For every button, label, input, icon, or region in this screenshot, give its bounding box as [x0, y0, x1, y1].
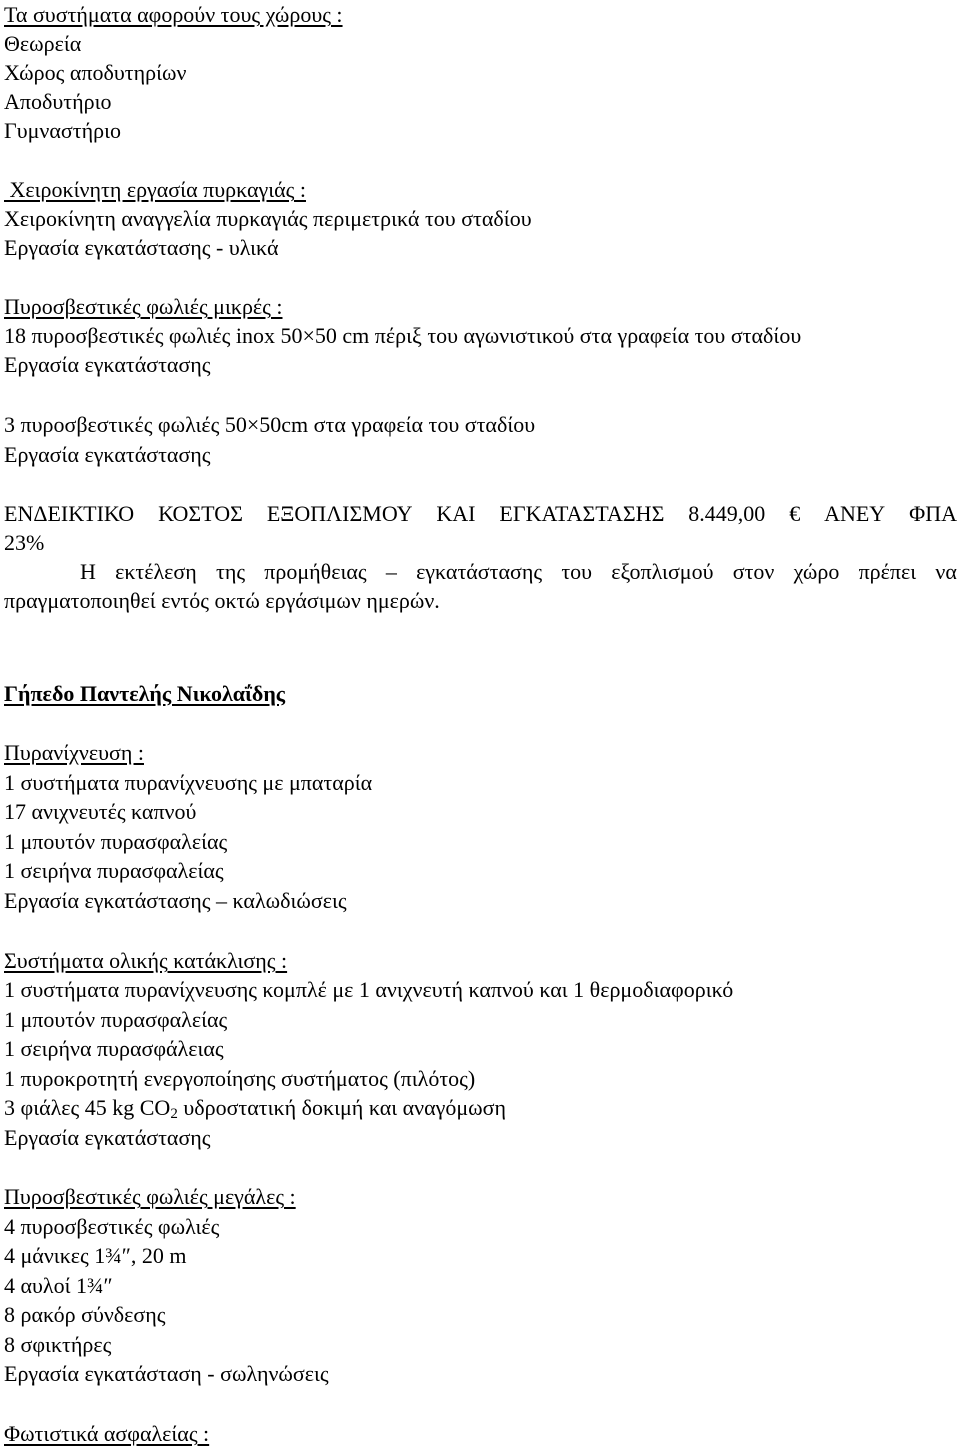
fire-detection-item: 1 συστήματα πυρανίχνευσης με μπαταρία: [4, 770, 373, 795]
small-hose-work: Εργασία εγκατάστασης: [4, 352, 211, 377]
large-hose-item: 4 πυροσβεστικές φωλιές: [4, 1214, 220, 1239]
manual-fire-item: Εργασία εγκατάστασης - υλικά: [4, 235, 279, 260]
cost-word: ΑΝΕΥ: [824, 501, 886, 526]
safety-lights-heading: Φωτιστικά ασφαλείας :: [4, 1421, 210, 1446]
cost-word: ΕΓΚΑΤΑΣΤΑΣΗΣ: [499, 501, 665, 526]
spaces-heading: Τα συστήματα αφορούν τους χώρους :: [4, 2, 343, 27]
fire-detection-item: 17 ανιχνευτές καπνού: [4, 799, 197, 824]
small-hose-item: 3 πυροσβεστικές φωλιές 50×50cm στα γραφεία του σταδίου: [4, 412, 536, 437]
co2-cylinders-item: [4, 1095, 506, 1127]
note-word: εκτέλεση: [115, 559, 197, 584]
co2-subscript: 2: [170, 1106, 178, 1122]
large-hose-item: Εργασία εγκατάσταση - σωληνώσεις: [4, 1361, 329, 1386]
fire-detection-item: 1 σειρήνα πυρασφαλείας: [4, 858, 224, 883]
large-hose-item: 8 ρακόρ σύνδεσης: [4, 1302, 166, 1327]
note-word: Η: [80, 559, 96, 584]
cost-word: ΕΞΟΠΛΙΣΜΟΥ: [266, 501, 413, 526]
cost-word: ΚΑΙ: [436, 501, 476, 526]
flooding-item: 1 πυροκροτητή ενεργοποίησης συστήματος (πιλότος): [4, 1066, 476, 1091]
space-item: Γυμναστήριο: [4, 118, 121, 143]
stadium-title: Γήπεδο Παντελής Νικολαΐδης: [4, 681, 286, 706]
cost-word: ΦΠΑ: [909, 501, 957, 526]
manual-fire-heading: Χειροκίνητη εργασία πυρκαγιάς :: [4, 177, 306, 202]
note-word: στον: [732, 559, 775, 584]
flooding-item: 1 μπουτόν πυρασφαλείας: [4, 1007, 228, 1032]
note-word: εξοπλισμού: [611, 559, 714, 584]
delivery-note-line1: [80, 559, 957, 585]
large-hose-item: 8 σφικτήρες: [4, 1332, 112, 1357]
cost-word: ΕΝΔΕΙΚΤΙΚΟ: [4, 501, 135, 526]
space-item: Θεωρεία: [4, 31, 82, 56]
flooding-item: 1 συστήματα πυρανίχνευσης κομπλέ με 1 ανιχνευτή καπνού και 1 θερμοδιαφορικό: [4, 977, 734, 1002]
cost-line: [4, 501, 957, 527]
euro-sign: €: [789, 501, 801, 526]
flooding-heading: Συστήματα ολικής κατάκλισης :: [4, 948, 288, 973]
delivery-note-line2: πραγματοποιηθεί εντός οκτώ εργάσιμων ημερών.: [4, 588, 440, 613]
note-word: να: [935, 559, 957, 584]
manual-fire-item: Χειροκίνητη αναγγελία πυρκαγιάς περιμετρικά του σταδίου: [4, 206, 532, 231]
note-word: πρέπει: [858, 559, 917, 584]
fire-detection-item: 1 μπουτόν πυρασφαλείας: [4, 829, 228, 854]
note-word: εγκατάστασης: [416, 559, 543, 584]
note-word: –: [385, 559, 397, 584]
note-word: χώρο: [793, 559, 840, 584]
fire-detection-heading: Πυρανίχνευση :: [4, 740, 144, 765]
vat-rate: 23%: [4, 530, 45, 555]
note-word: του: [561, 559, 593, 584]
fire-detection-item: Εργασία εγκατάστασης – καλωδιώσεις: [4, 888, 347, 913]
flooding-item: 1 σειρήνα πυρασφάλειας: [4, 1036, 224, 1061]
small-hose-heading: Πυροσβεστικές φωλιές μικρές :: [4, 294, 283, 319]
small-hose-work: Εργασία εγκατάστασης: [4, 442, 211, 467]
flooding-work: Εργασία εγκατάστασης: [4, 1125, 211, 1150]
large-hose-item: 4 αυλοί 1¾″: [4, 1273, 113, 1298]
small-hose-item: 18 πυροσβεστικές φωλιές inox 50×50 cm πέριξ του αγωνιστικού στα γραφεία του σταδίου: [4, 323, 802, 348]
co2-text: 3 φιάλες 45 kg CO: [4, 1095, 171, 1120]
large-hose-item: 4 μάνικες 1¾″, 20 m: [4, 1243, 187, 1268]
large-hose-heading: Πυροσβεστικές φωλιές μεγάλες :: [4, 1184, 296, 1209]
space-item: Αποδυτήριο: [4, 89, 112, 114]
cost-word: ΚΟΣΤΟΣ: [158, 501, 243, 526]
note-word: της: [216, 559, 246, 584]
cost-amount: 8.449,00: [688, 501, 766, 526]
co2-text-tail: υδροστατική δοκιμή και αναγόμωση: [177, 1095, 507, 1120]
note-word: προμήθειας: [264, 559, 367, 584]
space-item: Χώρος αποδυτηρίων: [4, 60, 187, 85]
